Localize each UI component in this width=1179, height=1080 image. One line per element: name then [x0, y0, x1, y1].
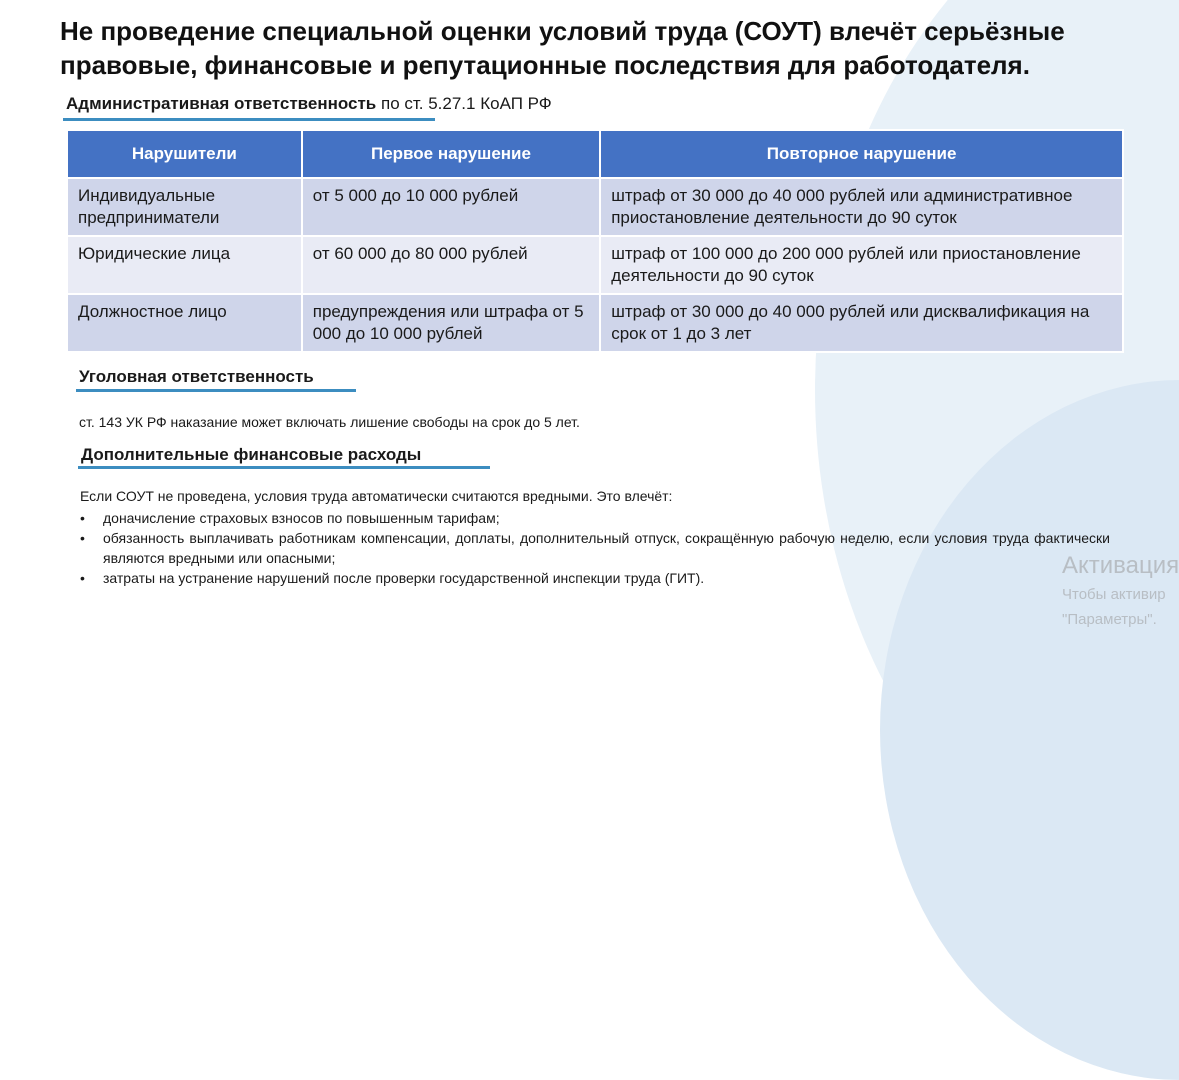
- list-item: • обязанность выплачивать работникам компенсации, доплаты, дополнительный отпуск, сокращённую рабочую неделю, если условия труда фактически являются вредными или опасными;: [80, 528, 1110, 568]
- extra-intro: Если СОУТ не проведена, условия труда автоматически считаются вредными. Это влечёт:: [80, 488, 673, 504]
- criminal-heading: [79, 367, 314, 387]
- admin-heading-rest: по ст. 5.27.1 КоАП РФ: [376, 94, 552, 113]
- table-cell: штраф от 30 000 до 40 000 рублей или административное приостановление деятельности до 90 суток: [600, 178, 1123, 236]
- table-cell: штраф от 30 000 до 40 000 рублей или дисквалификация на срок от 1 до 3 лет: [600, 294, 1123, 352]
- responsibility-table: [66, 129, 1124, 353]
- admin-heading-underline: [63, 118, 435, 121]
- criminal-heading-underline: [76, 389, 356, 392]
- table-cell: Должностное лицо: [67, 294, 302, 352]
- column-header: Повторное нарушение: [600, 130, 1123, 178]
- table-row: [67, 236, 1123, 294]
- column-header: Нарушители: [67, 130, 302, 178]
- criminal-heading-label: Уголовная ответственность: [79, 367, 314, 386]
- activation-watermark-line: "Параметры".: [1062, 611, 1157, 628]
- extra-bullet-list: [80, 508, 1110, 588]
- activation-watermark-line: Чтобы активир: [1062, 586, 1166, 603]
- extra-heading-underline: [78, 466, 490, 469]
- admin-heading: [66, 94, 552, 114]
- column-header: Первое нарушение: [302, 130, 600, 178]
- criminal-text: ст. 143 УК РФ наказание может включать лишение свободы на срок до 5 лет.: [79, 414, 580, 430]
- admin-heading-bold: Административная ответственность: [66, 94, 377, 113]
- list-item: • затраты на устранение нарушений после проверки государственной инспекции труда (ГИТ).: [80, 568, 1110, 588]
- table-cell: штраф от 100 000 до 200 000 рублей или приостановление деятельности до 90 суток: [600, 236, 1123, 294]
- slide-title: Не проведение специальной оценки условий труда (СОУТ) влечёт серьёзные правовые, финансовые и репутационные последствия для работодателя.: [60, 16, 1065, 80]
- table-header-row: [67, 130, 1123, 178]
- table-row: [67, 178, 1123, 236]
- table-cell: Индивидуальные предприниматели: [67, 178, 302, 236]
- table-cell: от 60 000 до 80 000 рублей: [302, 236, 600, 294]
- table-cell: Юридические лица: [67, 236, 302, 294]
- list-item: • доначисление страховых взносов по повышенным тарифам;: [80, 508, 1110, 528]
- extra-heading: [81, 445, 421, 465]
- extra-heading-label: Дополнительные финансовые расходы: [81, 445, 422, 464]
- activation-watermark-title: Активация: [1062, 552, 1179, 579]
- table-cell: предупреждения или штрафа от 5 000 до 10 000 рублей: [302, 294, 600, 352]
- table-cell: от 5 000 до 10 000 рублей: [302, 178, 600, 236]
- table-row: [67, 294, 1123, 352]
